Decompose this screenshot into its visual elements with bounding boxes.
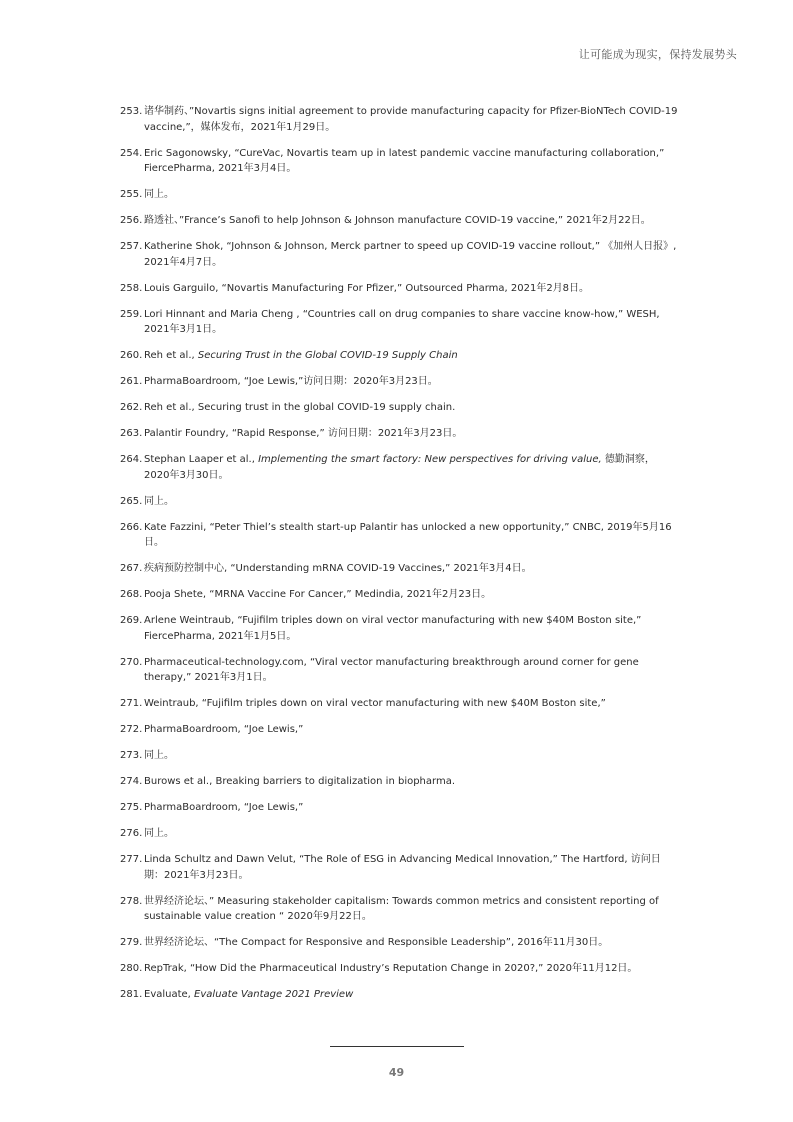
reference-text: Burows et al., Breaking barriers to digitalization in biopharma. <box>144 776 456 787</box>
reference-number: 257. <box>120 241 143 252</box>
reference-text: Linda Schultz and Dawn Velut, “The Role of ESG in Advancing Medical Innovation,” The Hartford, 访问日期：2021年3月23日。 <box>144 854 661 881</box>
reference-author: Reh et al., <box>144 350 198 361</box>
reference-item <box>120 374 680 390</box>
reference-item <box>120 104 680 135</box>
reference-item <box>120 348 680 364</box>
reference-item <box>120 800 680 816</box>
reference-text: 世界经济论坛、“The Compact for Responsive and Responsible Leadership”, 2016年11月30日。 <box>144 937 609 948</box>
reference-number: 262. <box>120 402 143 413</box>
reference-item <box>120 774 680 790</box>
reference-number: 274. <box>120 776 143 787</box>
reference-item <box>120 187 680 203</box>
reference-text: RepTrak, “How Did the Pharmaceutical Industry’s Reputation Change in 2020?,” 2020年11月12日。 <box>144 963 638 974</box>
reference-text: 同上。 <box>144 189 174 200</box>
reference-item <box>120 748 680 764</box>
reference-number: 271. <box>120 698 143 709</box>
reference-number: 260. <box>120 350 143 361</box>
reference-item <box>120 961 680 977</box>
reference-number: 268. <box>120 589 143 600</box>
reference-number: 267. <box>120 563 143 574</box>
reference-text: 同上。 <box>144 495 174 507</box>
reference-text: Reh et al., Securing trust in the global COVID-19 supply chain. <box>144 402 456 413</box>
reference-item <box>120 852 680 883</box>
reference-item <box>120 213 680 229</box>
reference-number: 277. <box>120 854 143 865</box>
reference-text: 诸华制药、”Novartis signs initial agreement to provide manufacturing capacity for Pfizer-BioNTech COVID-19 vaccine,”，媒体发布，2021年1月29日。 <box>144 106 678 133</box>
reference-number: 261. <box>120 376 143 387</box>
reference-text: 同上。 <box>144 828 174 839</box>
reference-number: 254. <box>120 147 143 159</box>
reference-text: Louis Garguilo, “Novartis Manufacturing For Pfizer,” Outsourced Pharma, 2021年2月8日。 <box>144 282 590 294</box>
reference-text: Palantir Foundry, “Rapid Response,” 访问日期：2021年3月23日。 <box>144 428 463 439</box>
reference-author: Stephan Laaper et al., <box>144 454 259 465</box>
footer-divider <box>330 1046 464 1047</box>
reference-item <box>120 561 680 577</box>
reference-number: 256. <box>120 215 143 226</box>
reference-item <box>120 613 680 644</box>
reference-number: 278. <box>120 895 143 907</box>
reference-number: 266. <box>120 521 143 533</box>
reference-item <box>120 520 680 551</box>
reference-text: 同上。 <box>144 750 174 761</box>
reference-number: 253. <box>120 106 143 117</box>
reference-text: Kate Fazzini, “Peter Thiel’s stealth start-up Palantir has unlocked a new opportunity,” CNBC, 2019年5月16日。 <box>144 521 672 548</box>
reference-text: PharmaBoardroom, “Joe Lewis,”访问日期：2020年3月23日。 <box>144 376 438 387</box>
reference-number: 263. <box>120 428 143 439</box>
reference-item <box>120 826 680 842</box>
reference-list <box>120 104 680 1013</box>
reference-item <box>120 400 680 416</box>
reference-text <box>144 987 680 1003</box>
reference-item <box>120 722 680 738</box>
reference-item <box>120 987 680 1003</box>
reference-item <box>120 146 680 177</box>
reference-number: 255. <box>120 189 143 200</box>
reference-number: 264. <box>120 454 143 465</box>
reference-number: 272. <box>120 724 143 735</box>
reference-item <box>120 239 680 270</box>
reference-text: Eric Sagonowsky, “CureVac, Novartis team up in latest pandemic vaccine manufacturing collaboration,” FiercePharma, 2021年3月4日。 <box>144 147 665 174</box>
reference-number: 279. <box>120 937 143 948</box>
reference-number: 276. <box>120 828 143 839</box>
reference-text: Pharmaceutical-technology.com, “Viral vector manufacturing breakthrough around corner for gene therapy,” 2021年3月1日。 <box>144 656 639 683</box>
reference-text: Weintraub, “Fujifilm triples down on viral vector manufacturing with new $40M Boston site,” <box>144 698 606 709</box>
reference-item <box>120 307 680 338</box>
reference-author: Evaluate, <box>144 989 195 1000</box>
running-header: 让可能成为现实，保持发展势头 <box>578 48 737 61</box>
reference-item <box>120 894 680 925</box>
reference-number: 273. <box>120 750 143 761</box>
reference-title-italic: Implementing the smart factory: New perspectives for driving value, <box>258 454 602 465</box>
reference-number: 280. <box>120 963 143 974</box>
reference-item <box>120 281 680 297</box>
reference-number: 270. <box>120 656 143 668</box>
reference-text: PharmaBoardroom, “Joe Lewis,” <box>144 724 304 735</box>
reference-text: Arlene Weintraub, “Fujifilm triples down on viral vector manufacturing with new $40M Boston site,” FiercePharma, 2021年1月5日。 <box>144 615 642 642</box>
reference-item <box>120 587 680 603</box>
reference-text: Pooja Shete, “MRNA Vaccine For Cancer,” Medindia, 2021年2月23日。 <box>144 589 492 600</box>
reference-item <box>120 452 680 483</box>
reference-number: 258. <box>120 282 143 294</box>
reference-item <box>120 696 680 712</box>
reference-number: 265. <box>120 495 143 507</box>
reference-text: 世界经济论坛、” Measuring stakeholder capitalism: Towards common metrics and consistent reporting of sustainable value creation “ 2020年9月22日。 <box>144 895 659 922</box>
reference-item <box>120 655 680 686</box>
reference-text <box>144 452 680 483</box>
reference-title-italic: Securing Trust in the Global COVID-19 Supply Chain <box>197 350 458 361</box>
reference-title-italic: Evaluate Vantage 2021 Preview <box>194 989 354 1000</box>
reference-number: 281. <box>120 989 143 1000</box>
reference-text: 路透社、”France’s Sanofi to help Johnson & Johnson manufacture COVID-19 vaccine,” 2021年2月22日。 <box>144 215 651 226</box>
reference-number: 275. <box>120 802 143 813</box>
reference-number: 269. <box>120 615 143 626</box>
reference-number: 259. <box>120 308 143 320</box>
page-number: 49 <box>388 1066 405 1079</box>
reference-text: 疾病预防控制中心, “Understanding mRNA COVID-19 Vaccines,” 2021年3月4日。 <box>144 563 532 574</box>
reference-text: Lori Hinnant and Maria Cheng , “Countries call on drug companies to share vaccine know-how,” WESH, 2021年3月1日。 <box>144 308 660 335</box>
reference-item <box>120 935 680 951</box>
reference-text <box>144 348 680 364</box>
reference-item <box>120 494 680 510</box>
reference-text: PharmaBoardroom, “Joe Lewis,” <box>144 802 304 813</box>
reference-text: Katherine Shok, “Johnson & Johnson, Merck partner to speed up COVID-19 vaccine rollout,” 《加州人日报》, 2021年4月7日。 <box>144 241 677 268</box>
reference-source: 德勤洞察，2020年3月30日。 <box>144 454 655 481</box>
reference-item <box>120 426 680 442</box>
